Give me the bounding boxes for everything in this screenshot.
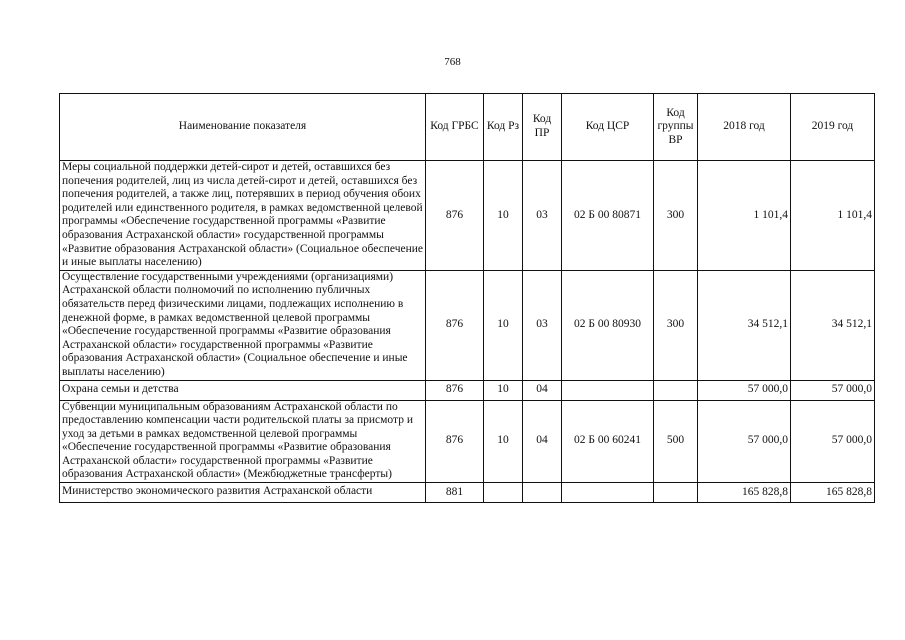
row-csr xyxy=(562,380,654,400)
header-2018: 2018 год xyxy=(698,94,791,161)
row-2018: 165 828,8 xyxy=(698,483,791,503)
row-2018: 34 512,1 xyxy=(698,270,791,380)
row-name: Осуществление государственными учреждениями (организациями) Астраханской области полномочий по исполнению публичных обязательств перед физическими лицами, подлежащих исполнению в денежной форме, в рамках ведомственной целевой программы «Обеспечение государственной программы «Развитие образования Астраханской области» государственной программы «Развитие образования Астраханской области» (Социальное обеспечение и иные выплаты населению) xyxy=(60,270,426,380)
row-rz: 10 xyxy=(484,161,523,271)
header-grbs: Код ГРБС xyxy=(426,94,484,161)
row-vr: 500 xyxy=(654,400,698,483)
header-row xyxy=(60,94,875,161)
row-pr: 03 xyxy=(523,161,562,271)
header-rz: Код Рз xyxy=(484,94,523,161)
row-grbs: 876 xyxy=(426,161,484,271)
row-name: Субвенции муниципальным образованиям Астраханской области по предоставлению компенсации части родительской платы за присмотр и уход за детьми в рамках ведомственной целевой программы «Обеспечение государственной программы «Развитие образования Астраханской области» государственной программы «Развитие образования Астраханской области» (Межбюджетные трансферты) xyxy=(60,400,426,483)
row-pr: 04 xyxy=(523,380,562,400)
row-2019: 165 828,8 xyxy=(791,483,875,503)
row-pr: 04 xyxy=(523,400,562,483)
row-grbs: 876 xyxy=(426,400,484,483)
row-2019: 34 512,1 xyxy=(791,270,875,380)
row-rz: 10 xyxy=(484,270,523,380)
row-rz: 10 xyxy=(484,400,523,483)
row-2019: 57 000,0 xyxy=(791,400,875,483)
table-row xyxy=(60,161,875,271)
row-grbs: 876 xyxy=(426,380,484,400)
row-2019: 57 000,0 xyxy=(791,380,875,400)
row-name: Охрана семьи и детства xyxy=(60,380,426,400)
row-name: Меры социальной поддержки детей-сирот и детей, оставшихся без попечения родителей, лиц из числа детей-сирот и детей, оставшихся без попечения родителей, а также лиц, потерявших в период обучения обоих родителей или единственного родителя, в рамках ведомственной целевой программы «Обеспечение государственной программы «Развитие образования Астраханской области» государственной программы «Развитие образования Астраханской области» (Социальное обеспечение и иные выплаты населению) xyxy=(60,161,426,271)
row-pr: 03 xyxy=(523,270,562,380)
table-row xyxy=(60,270,875,380)
header-name: Наименование показателя xyxy=(60,94,426,161)
page-number: 768 xyxy=(444,56,461,68)
row-vr: 300 xyxy=(654,270,698,380)
row-2018: 57 000,0 xyxy=(698,380,791,400)
row-rz: 10 xyxy=(484,380,523,400)
table-row xyxy=(60,483,875,503)
row-grbs: 876 xyxy=(426,270,484,380)
table-row xyxy=(60,380,875,400)
budget-table xyxy=(59,93,875,503)
row-pr xyxy=(523,483,562,503)
header-vr: Код группы ВР xyxy=(654,94,698,161)
header-pr: Код ПР xyxy=(523,94,562,161)
header-2019: 2019 год xyxy=(791,94,875,161)
row-2018: 57 000,0 xyxy=(698,400,791,483)
table-row xyxy=(60,400,875,483)
row-csr: 02 Б 00 60241 xyxy=(562,400,654,483)
row-vr: 300 xyxy=(654,161,698,271)
header-csr: Код ЦСР xyxy=(562,94,654,161)
row-name: Министерство экономического развития Астраханской области xyxy=(60,483,426,503)
row-csr: 02 Б 00 80871 xyxy=(562,161,654,271)
row-vr xyxy=(654,380,698,400)
row-csr: 02 Б 00 80930 xyxy=(562,270,654,380)
row-vr xyxy=(654,483,698,503)
row-csr xyxy=(562,483,654,503)
row-rz xyxy=(484,483,523,503)
row-2019: 1 101,4 xyxy=(791,161,875,271)
row-grbs: 881 xyxy=(426,483,484,503)
row-2018: 1 101,4 xyxy=(698,161,791,271)
